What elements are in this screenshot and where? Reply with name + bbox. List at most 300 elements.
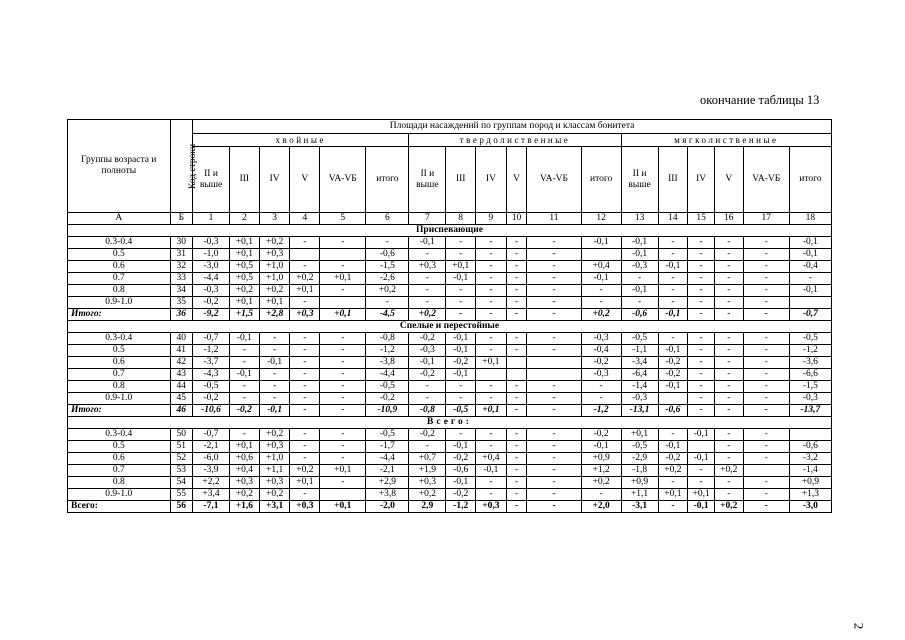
table-cell: - (290, 369, 320, 381)
row-code: 30 (170, 237, 193, 249)
table-cell: -0,4 (581, 345, 621, 357)
table-cell (789, 297, 831, 309)
row-label: 0.7 (68, 465, 171, 477)
total-cell: 2,9 (409, 501, 446, 513)
table-cell: - (320, 393, 366, 405)
section-header-row (68, 225, 832, 237)
column-number-cell: 4 (290, 213, 320, 225)
table-cell: - (714, 477, 743, 489)
table-cell: - (320, 333, 366, 345)
column-number-cell: 15 (688, 213, 715, 225)
table-cell: -0,1 (688, 429, 715, 441)
column-number-cell: 7 (409, 213, 446, 225)
table-cell: - (229, 357, 259, 369)
total-cell: -9,2 (193, 309, 230, 321)
table-cell: -0,5 (621, 441, 658, 453)
total-cell: - (714, 405, 743, 417)
total-cell: 56 (170, 501, 193, 513)
table-cell: - (476, 333, 507, 345)
subcol: V (290, 147, 320, 213)
column-number-cell: 16 (714, 213, 743, 225)
table-cell: +0,2 (290, 273, 320, 285)
table-cell: - (506, 381, 527, 393)
table-cell: - (581, 297, 621, 309)
table-cell: -0,1 (446, 333, 476, 345)
table-cell: -3,9 (193, 465, 230, 477)
table-cell: -4,4 (366, 369, 409, 381)
table-cell: -0,1 (581, 237, 621, 249)
table-cell: -0,5 (366, 429, 409, 441)
table-cell: - (527, 345, 581, 357)
table-cell: - (320, 369, 366, 381)
table-cell: -0,1 (688, 453, 715, 465)
row-code: 51 (170, 441, 193, 453)
table-cell: -0,1 (446, 441, 476, 453)
table-cell: +0,2 (658, 465, 688, 477)
column-number-cell: Б (170, 213, 193, 225)
table-cell: -0,2 (581, 429, 621, 441)
total-cell: +1,6 (229, 501, 259, 513)
total-cell: +0,2 (409, 309, 446, 321)
table-row (68, 489, 832, 501)
table-cell: +0,9 (621, 477, 658, 489)
table-cell: +0,1 (229, 441, 259, 453)
table-cell: - (658, 237, 688, 249)
table-cell (527, 369, 581, 381)
table-cell: - (688, 261, 715, 273)
table-cell: - (714, 273, 743, 285)
table-row (68, 441, 832, 453)
table-cell: - (581, 381, 621, 393)
table-row (68, 285, 832, 297)
table-cell: +0,4 (476, 453, 507, 465)
table-cell: - (320, 453, 366, 465)
row-code: 52 (170, 453, 193, 465)
table-cell: -0,2 (446, 489, 476, 501)
subcol: III (446, 147, 476, 213)
subcol: III (229, 147, 259, 213)
table-cell: - (290, 489, 320, 501)
subcol: IV (688, 147, 715, 213)
table-cell: +0,2 (366, 285, 409, 297)
table-cell: - (688, 237, 715, 249)
table-cell: - (259, 393, 290, 405)
table-cell: - (714, 393, 743, 405)
subcol: VA-VБ (743, 147, 789, 213)
table-cell: -0,5 (789, 333, 831, 345)
table-cell: - (476, 393, 507, 405)
table-cell: - (446, 237, 476, 249)
table-cell: -1,5 (789, 381, 831, 393)
total-cell: +0,1 (476, 405, 507, 417)
column-number-cell: 2 (229, 213, 259, 225)
table-cell: -1,4 (789, 465, 831, 477)
table-cell: -1,8 (621, 465, 658, 477)
table-cell: -0,1 (446, 273, 476, 285)
table-cell: -0,1 (658, 381, 688, 393)
row-code: 45 (170, 393, 193, 405)
table-cell: - (688, 345, 715, 357)
table-cell: -0,3 (581, 369, 621, 381)
table-cell: - (320, 381, 366, 393)
table-cell: - (290, 429, 320, 441)
table-cell: -0,1 (229, 333, 259, 345)
table-cell: - (476, 237, 507, 249)
row-code: 35 (170, 297, 193, 309)
total-label: Всего: (68, 501, 171, 513)
table-cell: +0,2 (229, 285, 259, 297)
table-cell: - (581, 285, 621, 297)
table-cell: -0,2 (658, 453, 688, 465)
table-cell: -0,2 (409, 369, 446, 381)
table-cell: - (527, 429, 581, 441)
table-cell: - (743, 393, 789, 405)
table-cell: -0,3 (621, 261, 658, 273)
table-cell: - (714, 261, 743, 273)
table-cell: - (409, 441, 446, 453)
table-cell: -0,1 (581, 273, 621, 285)
table-cell: -0,3 (409, 345, 446, 357)
total-cell: -0,8 (409, 405, 446, 417)
table-cell: -0,3 (193, 237, 230, 249)
table-cell: - (743, 249, 789, 261)
table-cell: - (506, 453, 527, 465)
table-cell: -0,2 (446, 357, 476, 369)
table-cell: +0,1 (290, 477, 320, 489)
table-cell: - (229, 393, 259, 405)
table-cell: - (506, 393, 527, 405)
total-cell: -10,6 (193, 405, 230, 417)
table-cell: +0,9 (789, 477, 831, 489)
table-cell: - (320, 345, 366, 357)
total-cell: -0,5 (446, 405, 476, 417)
table-cell: - (476, 429, 507, 441)
total-cell: -1,2 (581, 405, 621, 417)
table-cell: - (714, 297, 743, 309)
table-cell (290, 249, 320, 261)
total-cell: - (320, 405, 366, 417)
table-cell: - (320, 477, 366, 489)
table-cell: - (527, 381, 581, 393)
table-cell: - (409, 381, 446, 393)
table-cell: - (743, 345, 789, 357)
table-cell: -0,1 (789, 237, 831, 249)
table-cell: -1,2 (789, 345, 831, 357)
table-cell: +0,3 (259, 441, 290, 453)
table-cell: - (527, 477, 581, 489)
row-code: 44 (170, 381, 193, 393)
table-cell (320, 297, 366, 309)
table-cell: +1,0 (259, 453, 290, 465)
subcol: V (714, 147, 743, 213)
total-cell: -0,1 (259, 405, 290, 417)
table-cell: - (409, 273, 446, 285)
total-cell: - (506, 405, 527, 417)
table-cell: - (743, 429, 789, 441)
table-cell: +0,1 (476, 357, 507, 369)
section-header-row (68, 417, 832, 429)
table-cell: - (290, 261, 320, 273)
column-number-cell: 11 (527, 213, 581, 225)
table-cell: -0,2 (193, 393, 230, 405)
row-code: 41 (170, 345, 193, 357)
total-cell: - (714, 309, 743, 321)
row-label: 0.3-0.4 (68, 333, 171, 345)
table-cell: - (743, 285, 789, 297)
column-number-row (68, 213, 832, 225)
table-cell: - (476, 489, 507, 501)
table-cell: - (446, 429, 476, 441)
section-title: Спелые и перестойные (68, 321, 832, 333)
total-cell: -7,1 (193, 501, 230, 513)
table-cell: - (688, 393, 715, 405)
total-cell: -13,1 (621, 405, 658, 417)
table-cell: - (290, 357, 320, 369)
total-cell: 36 (170, 309, 193, 321)
table-cell (527, 357, 581, 369)
table-cell: - (527, 237, 581, 249)
column-number-cell: 8 (446, 213, 476, 225)
column-number-cell: 12 (581, 213, 621, 225)
table-cell: - (743, 477, 789, 489)
table-row (68, 249, 832, 261)
table-cell: -0,2 (658, 357, 688, 369)
table-cell: - (743, 357, 789, 369)
table-cell (581, 249, 621, 261)
table-cell: - (789, 273, 831, 285)
table-cell: +1,9 (409, 465, 446, 477)
table-cell: - (259, 369, 290, 381)
table-cell: -4,3 (193, 369, 230, 381)
row-label: 0.7 (68, 273, 171, 285)
total-cell: +0,1 (320, 309, 366, 321)
table-cell: - (476, 249, 507, 261)
table-cell: - (527, 453, 581, 465)
total-cell: +0,1 (320, 501, 366, 513)
table-cell: - (506, 465, 527, 477)
table-cell: - (743, 489, 789, 501)
table-cell: -0,1 (446, 345, 476, 357)
total-cell: 46 (170, 405, 193, 417)
table-cell: - (259, 333, 290, 345)
total-cell: - (688, 405, 715, 417)
table-cell: -3,2 (789, 453, 831, 465)
table-cell: - (658, 273, 688, 285)
table-cell: - (290, 441, 320, 453)
table-cell: - (506, 477, 527, 489)
total-cell: -3,0 (789, 501, 831, 513)
table-cell: -0,2 (658, 369, 688, 381)
total-cell: -4,5 (366, 309, 409, 321)
table-cell: - (366, 297, 409, 309)
subcol: II и выше (193, 147, 230, 213)
row-label: 0.8 (68, 477, 171, 489)
table-cell: +1,0 (259, 273, 290, 285)
table-cell: - (446, 297, 476, 309)
table-row (68, 261, 832, 273)
data-table (67, 119, 832, 513)
table-cell: -1,2 (193, 345, 230, 357)
row-label: 0.6 (68, 261, 171, 273)
table-cell (789, 429, 831, 441)
table-cell: - (714, 237, 743, 249)
total-cell: - (506, 309, 527, 321)
table-caption: окончание таблицы 13 (700, 93, 820, 107)
table-cell: - (320, 357, 366, 369)
table-cell: -1,0 (193, 249, 230, 261)
table-cell: - (290, 381, 320, 393)
row-code: 55 (170, 489, 193, 501)
table-cell: -0,4 (789, 261, 831, 273)
table-cell: - (476, 477, 507, 489)
table-cell: -4,4 (366, 453, 409, 465)
table-row (68, 333, 832, 345)
table-cell: - (688, 249, 715, 261)
table-cell: +0,9 (581, 453, 621, 465)
table-cell: -2,6 (366, 273, 409, 285)
table-cell: -0,2 (446, 453, 476, 465)
row-code: 34 (170, 285, 193, 297)
table-cell: +0,3 (409, 261, 446, 273)
table-cell: - (658, 477, 688, 489)
table-cell: - (688, 477, 715, 489)
table-cell: -0,1 (446, 477, 476, 489)
table-cell: +0,1 (259, 297, 290, 309)
table-cell: -0,1 (789, 285, 831, 297)
row-label: 0.9-1.0 (68, 393, 171, 405)
table-cell: - (688, 297, 715, 309)
table-cell: +1,1 (259, 465, 290, 477)
table-cell: -0,2 (409, 429, 446, 441)
table-cell: +0,2 (259, 237, 290, 249)
table-cell: +0,2 (259, 429, 290, 441)
table-cell: +0,1 (658, 489, 688, 501)
table-cell: - (476, 381, 507, 393)
table-cell: -0,3 (193, 285, 230, 297)
table-cell: - (506, 429, 527, 441)
table-cell: -0,5 (366, 381, 409, 393)
table-cell: +3,4 (193, 489, 230, 501)
total-cell: - (743, 501, 789, 513)
total-cell: - (506, 501, 527, 513)
total-cell: - (446, 309, 476, 321)
table-cell: - (446, 381, 476, 393)
table-cell: -0,1 (658, 345, 688, 357)
table-cell: +0,5 (229, 273, 259, 285)
table-cell: - (714, 345, 743, 357)
table-cell (743, 465, 789, 477)
total-cell: -0,1 (688, 501, 715, 513)
table-cell: - (290, 453, 320, 465)
column-number-cell: 10 (506, 213, 527, 225)
areas-header: Площади насаждений по группам пород и классам бонитета (193, 120, 832, 134)
row-code: 43 (170, 369, 193, 381)
table-cell: - (229, 429, 259, 441)
table-cell: -0,8 (366, 333, 409, 345)
table-cell: +0,1 (290, 285, 320, 297)
table-cell: - (714, 285, 743, 297)
table-cell: - (743, 297, 789, 309)
table-cell: -1,7 (366, 441, 409, 453)
total-cell: -1,2 (446, 501, 476, 513)
table-cell: -0,6 (366, 249, 409, 261)
table-cell: - (320, 441, 366, 453)
row-label: 0.3-0.4 (68, 429, 171, 441)
table-cell: +0,3 (409, 477, 446, 489)
total-cell: +3,1 (259, 501, 290, 513)
subcol: II и выше (621, 147, 658, 213)
table-cell: - (658, 297, 688, 309)
total-cell: +0,2 (714, 501, 743, 513)
table-cell: -1,5 (366, 261, 409, 273)
table-cell: - (409, 249, 446, 261)
table-cell: -3,8 (366, 357, 409, 369)
subcol: итого (366, 147, 409, 213)
table-cell: -0,3 (581, 333, 621, 345)
table-cell: - (658, 333, 688, 345)
table-cell: - (290, 393, 320, 405)
table-cell: - (658, 429, 688, 441)
table-cell: +0,1 (320, 273, 366, 285)
table-cell (506, 369, 527, 381)
table-cell: -1,4 (621, 381, 658, 393)
table-cell: - (527, 249, 581, 261)
table-cell: - (527, 489, 581, 501)
table-row (68, 273, 832, 285)
table-cell: - (688, 285, 715, 297)
row-code: 53 (170, 465, 193, 477)
total-cell: +2,0 (581, 501, 621, 513)
table-cell: - (621, 297, 658, 309)
table-cell: - (688, 381, 715, 393)
table-cell: - (714, 333, 743, 345)
table-cell: -0,3 (789, 393, 831, 405)
table-cell: +0,1 (229, 237, 259, 249)
section-header-row (68, 321, 832, 333)
table-cell: -0,1 (409, 357, 446, 369)
table-cell: - (688, 357, 715, 369)
table-cell: - (714, 357, 743, 369)
age-group-header: Группы возраста и полноты (68, 120, 171, 213)
table-cell: - (688, 273, 715, 285)
table-cell: - (506, 237, 527, 249)
subcol: итого (789, 147, 831, 213)
table-cell: +0,2 (290, 465, 320, 477)
column-number-cell: 1 (193, 213, 230, 225)
table-cell: -1,2 (366, 345, 409, 357)
table-cell: - (527, 273, 581, 285)
total-cell: - (290, 405, 320, 417)
total-cell: - (743, 405, 789, 417)
table-cell (506, 357, 527, 369)
table-cell: - (409, 285, 446, 297)
table-row (68, 237, 832, 249)
row-label: 0.8 (68, 381, 171, 393)
table-cell: +1,2 (581, 465, 621, 477)
group-softwood: мягколиственные (621, 134, 831, 147)
table-cell: -0,1 (658, 441, 688, 453)
section-title: Приспевающие (68, 225, 832, 237)
total-cell: +0,2 (581, 309, 621, 321)
table-cell: - (527, 261, 581, 273)
table-cell: - (506, 249, 527, 261)
table-cell: -0,1 (446, 369, 476, 381)
table-cell: -0,6 (446, 465, 476, 477)
subcol: итого (581, 147, 621, 213)
column-number-cell: 18 (789, 213, 831, 225)
table-row (68, 357, 832, 369)
table-cell: +0,2 (581, 477, 621, 489)
